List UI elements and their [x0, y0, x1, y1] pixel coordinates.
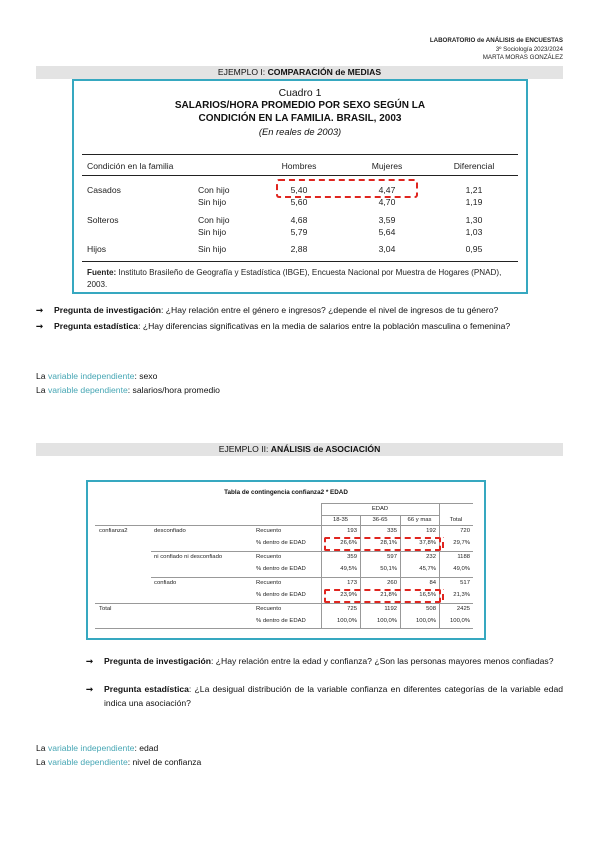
cuadro1-top-rule [82, 154, 518, 155]
section1-dependent-variable [36, 384, 220, 396]
var-label: variable independiente [47, 743, 135, 753]
table-line [95, 603, 473, 604]
q-label: Pregunta estadística [54, 321, 139, 331]
var-value: : edad [134, 743, 159, 753]
arrow-bullet-icon: ➞ [36, 321, 44, 331]
var-prefix: La [36, 371, 48, 381]
cuadro1-title-line2: CONDICIÓN EN LA FAMILIA. BRASIL, 2003 [198, 113, 402, 124]
cuadro1-cell-diferencial: 1,21 [465, 185, 483, 195]
metric-recuento: Recuento [256, 554, 282, 560]
metric-recuento: Recuento [256, 606, 282, 612]
metric-recuento: Recuento [256, 580, 282, 586]
table-cell: 2425 [456, 606, 470, 612]
section1-heading [36, 66, 563, 79]
col-36-65: 36-65 [372, 517, 388, 523]
table-cell: 49,5% [340, 566, 357, 572]
q-text: : ¿La desigual distribución de la variable confianza en diferentes categorías de la variable edad indica una asociación? [104, 684, 564, 709]
section1-heading-prefix: EJEMPLO I: [217, 67, 268, 77]
cuadro1-cell-hombres: 5,60 [290, 197, 308, 207]
cuadro1-cell-diferencial: 1,03 [465, 227, 483, 237]
table-cell: 29,7% [453, 540, 470, 546]
document-header [430, 37, 563, 63]
var-confianza2: confianza2 [99, 528, 128, 534]
table-cell: 720 [460, 528, 470, 534]
section2-statistical-question [86, 682, 563, 711]
q-label: Pregunta estadística [104, 684, 189, 694]
table-cell: 49,0% [453, 566, 470, 572]
cuadro1-caption: Cuadro 1 [278, 88, 322, 99]
q-label: Pregunta de investigación [104, 656, 211, 666]
table-cell: 193 [347, 528, 357, 534]
table-cell: 26,6% [340, 540, 357, 546]
cuadro1-cell-mujeres: 5,64 [378, 227, 396, 237]
table-cell: 335 [387, 528, 397, 534]
metric-recuento: Recuento [256, 528, 282, 534]
q-text: : ¿Hay relación entre la edad y confianza? ¿Son las personas mayores menos confiadas? [210, 656, 554, 666]
q-text: : ¿Hay diferencias significativas en la media de salarios entre la población masculina o femenina? [138, 321, 511, 331]
metric-pct: % dentro de EDAD [256, 592, 306, 598]
table-cell: 50,1% [380, 566, 397, 572]
cuadro1-row-group: Casados [87, 185, 121, 195]
cuadro1-row-group: Solteros [87, 215, 119, 225]
cuadro1-cell-mujeres: 3,04 [378, 244, 396, 254]
section2-independent-variable [36, 742, 158, 754]
table-line [321, 503, 473, 504]
table-cell: 1192 [384, 606, 397, 612]
cuadro1-cell-diferencial: 1,30 [465, 215, 483, 225]
cuadro1-bottom-rule [82, 261, 518, 262]
table-cell: 725 [347, 606, 357, 612]
cuadro1-col-mujeres: Mujeres [371, 161, 403, 171]
highlight-dashed-box [324, 537, 441, 551]
table-cell: 100,0% [450, 618, 470, 624]
section1-heading-title: COMPARACIÓN de MEDIAS [267, 67, 382, 77]
cuadro1-title-line1: SALARIOS/HORA PROMEDIO POR SEXO SEGÚN LA [174, 100, 426, 111]
col-18-35: 18-35 [332, 517, 349, 523]
table-cell: 100,0% [377, 618, 397, 624]
table-cell: 517 [460, 580, 470, 586]
table-line [321, 515, 439, 516]
cuadro1-row-sub: Sin hijo [198, 197, 227, 207]
table-cell: 508 [426, 606, 436, 612]
table-cell: 37,8% [419, 540, 436, 546]
cuadro1-row-group: Hijos [87, 244, 107, 254]
section1-statistical-question [36, 319, 563, 333]
table-cell: 16,5% [419, 592, 436, 598]
section2-heading [36, 443, 563, 456]
row-total: Total [99, 606, 112, 612]
cuadro1-source-text: Instituto Brasileño de Geografía y Estadística (IBGE), Encuesta Nacional por Muestra de Hogares (PNAD), 2003. [87, 268, 502, 289]
var-prefix: La [36, 385, 48, 395]
var-label: variable dependiente [47, 757, 128, 767]
table-cell: 84 [429, 580, 436, 586]
var-prefix: La [36, 743, 48, 753]
header-year: 3º Sociología 2023/2024 [495, 45, 563, 53]
cat-desconfiado: desconfiado [154, 528, 186, 534]
cuadro1-row-sub: Con hijo [198, 215, 230, 225]
highlight-dashed-box [442, 589, 452, 603]
header-author: MARTA MORAS GONZÁLEZ [482, 54, 563, 62]
cuadro1-source [87, 267, 517, 290]
var-value: : salarios/hora promedio [127, 385, 220, 395]
var-prefix: La [36, 757, 48, 767]
table-cell: 21,3% [453, 592, 470, 598]
table-cell: 359 [347, 554, 357, 560]
table-cell: 23,9% [340, 592, 357, 598]
section2-dependent-variable [36, 756, 201, 768]
section2-heading-title: ANÁLISIS de ASOCIACIÓN [270, 444, 381, 454]
table-cell: 173 [347, 580, 357, 586]
q-text: : ¿Hay relación entre el género e ingresos? ¿depende el nivel de ingresos de tu género? [160, 305, 499, 315]
table-cell: 28,1% [380, 540, 397, 546]
cuadro1-col-diferencial: Diferencial [453, 161, 495, 171]
cuadro1-header-rule [82, 175, 518, 176]
metric-pct: % dentro de EDAD [256, 618, 306, 624]
cuadro1-row-sub: Sin hijo [198, 227, 227, 237]
section2-heading-prefix: EJEMPLO II: [218, 444, 271, 454]
highlight-dashed-box [324, 589, 441, 603]
table-cell: 192 [426, 528, 436, 534]
table-line [151, 551, 473, 552]
cuadro1-row-sub: Sin hijo [198, 244, 227, 254]
edad-header: EDAD [371, 506, 389, 512]
contingency-table-figure [86, 480, 486, 640]
table-cell: 597 [387, 554, 397, 560]
cuadro1-cell-diferencial: 1,19 [465, 197, 483, 207]
cuadro1-col-hombres: Hombres [281, 161, 317, 171]
highlight-dashed-box [442, 537, 452, 551]
var-label: variable independiente [47, 371, 135, 381]
table-line [95, 628, 473, 629]
arrow-bullet-icon: ➞ [86, 656, 94, 666]
cat-neutral: ni confiado ni desconfiado [154, 554, 223, 560]
header-course: LABORATORIO de ANÁLISIS de ENCUESTAS [429, 37, 563, 44]
cuadro1-cell-hombres: 2,88 [290, 244, 308, 254]
cuadro1-cell-mujeres: 3,59 [378, 215, 396, 225]
table-cell: 21,8% [380, 592, 397, 598]
q-label: Pregunta de investigación [54, 305, 161, 315]
table-line [95, 525, 473, 526]
var-value: : nivel de confianza [127, 757, 202, 767]
cuadro1-figure [72, 79, 528, 294]
cuadro1-subtitle: (En reales de 2003) [258, 126, 342, 137]
cuadro1-cell-hombres: 5,79 [290, 227, 308, 237]
cat-confiado: confiado [154, 580, 177, 586]
cuadro1-cell-hombres: 5,40 [290, 185, 308, 195]
cuadro1-col-condicion: Condición en la familia [87, 161, 174, 171]
highlight-dashed-box [276, 179, 418, 198]
arrow-bullet-icon: ➞ [86, 684, 94, 694]
metric-pct: % dentro de EDAD [256, 540, 306, 546]
col-66-mas: 66 y mas [407, 517, 432, 523]
section2-research-question [86, 654, 563, 668]
col-total: Total [449, 517, 463, 523]
table-cell: 100,0% [416, 618, 436, 624]
section1-research-question [36, 303, 563, 317]
table-cell: 232 [426, 554, 436, 560]
cuadro1-row-sub: Con hijo [198, 185, 230, 195]
cuadro1-cell-hombres: 4,68 [290, 215, 308, 225]
section1-independent-variable [36, 370, 157, 382]
table-cell: 45,7% [419, 566, 436, 572]
cuadro1-cell-mujeres: 4,47 [378, 185, 396, 195]
var-value: : sexo [134, 371, 158, 381]
arrow-bullet-icon: ➞ [36, 305, 44, 315]
contingency-table-title: Tabla de contingencia confianza2 * EDAD [224, 489, 348, 496]
table-line [151, 577, 473, 578]
metric-pct: % dentro de EDAD [256, 566, 306, 572]
cuadro1-cell-diferencial: 0,95 [465, 244, 483, 254]
table-cell: 1188 [457, 554, 470, 560]
var-label: variable dependiente [47, 385, 128, 395]
cuadro1-cell-mujeres: 4,70 [378, 197, 396, 207]
table-cell: 260 [387, 580, 397, 586]
table-cell: 100,0% [337, 618, 357, 624]
cuadro1-source-label: Fuente: [87, 268, 117, 277]
